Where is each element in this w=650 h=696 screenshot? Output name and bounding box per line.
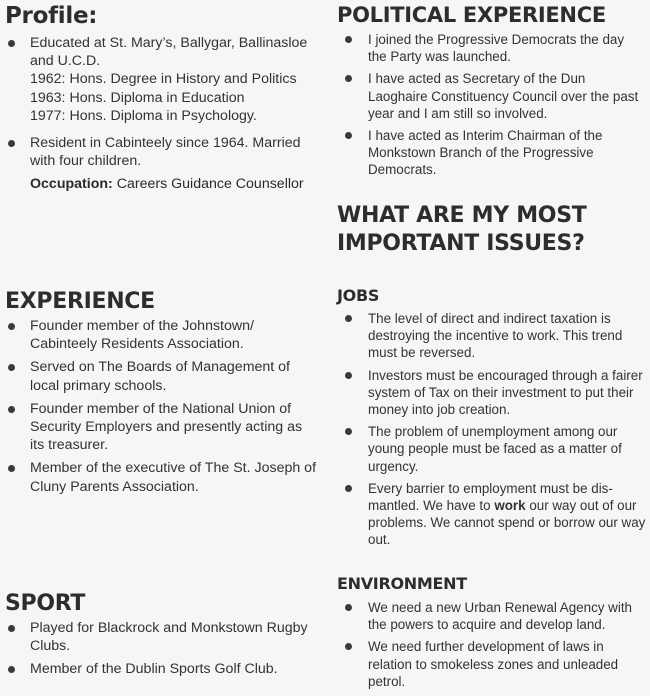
bullet-icon xyxy=(8,625,15,632)
list-item xyxy=(5,459,317,495)
item-text: Every barrier to employment must be dis-mantled. We have to xyxy=(368,480,613,514)
list-item xyxy=(5,400,317,455)
list-item xyxy=(5,34,317,125)
list-item xyxy=(337,638,647,690)
bullet-icon xyxy=(8,465,15,472)
bullet-icon xyxy=(345,643,352,650)
list-item xyxy=(5,317,317,353)
issues-heading-line: WHAT ARE MY MOST xyxy=(337,203,587,228)
sport-heading: SPORT xyxy=(5,591,86,616)
political-section xyxy=(337,3,645,184)
item-text: Founder member of the National Union of Security Employers and presently acting as its treasurer. xyxy=(30,400,303,454)
bullet-icon xyxy=(345,36,352,43)
bullet-icon xyxy=(345,315,352,322)
jobs-heading: JOBS xyxy=(337,286,380,305)
emphasis-text: work xyxy=(494,498,526,514)
environment-section xyxy=(337,574,647,695)
item-text: Investors must be encouraged through a fairer system of Tax on their investment to put their money into job creation. xyxy=(368,367,643,418)
item-text: Played for Blackrock and Monkstown Rugby Clubs. xyxy=(30,620,308,655)
item-text: I have acted as Interim Chairman of the Monkstown Branch of the Progressive Democrats. xyxy=(368,128,603,178)
bullet-icon xyxy=(8,406,15,413)
bullet-icon xyxy=(8,40,15,47)
item-text: Member of the Dublin Sports Golf Club. xyxy=(30,661,278,678)
sport-list xyxy=(5,619,317,679)
list-item xyxy=(5,619,317,655)
item-text: We need a new Urban Renewal Agency with the powers to acquire and develop land. xyxy=(368,600,633,633)
bullet-icon xyxy=(8,323,15,330)
item-text: Resident in Cabinteely since 1964. Married with four children. xyxy=(30,135,301,170)
item-text: We need further development of laws in relation to smokeless zones and unleaded petrol. xyxy=(368,639,619,689)
bullet-icon xyxy=(345,485,352,492)
profile-list xyxy=(5,34,317,170)
political-list xyxy=(337,31,645,179)
list-item xyxy=(337,423,647,475)
jobs-list xyxy=(337,310,647,549)
bullet-icon xyxy=(345,604,352,611)
profile-heading: Profile: xyxy=(5,3,98,29)
experience-section xyxy=(5,290,317,501)
bullet-icon xyxy=(8,666,15,673)
list-item xyxy=(5,358,317,394)
item-text: our way out of our problems. We cannot spend or borrow our way out. xyxy=(368,498,646,548)
bullet-icon xyxy=(345,428,352,435)
item-text: The level of direct and indirect taxation is destroying the incentive to work. This trend must be reversed. xyxy=(368,311,623,361)
occupation-label: Occupation: xyxy=(30,176,113,193)
occupation xyxy=(5,175,317,193)
experience-list xyxy=(5,317,317,496)
list-item xyxy=(337,310,647,362)
issues-heading xyxy=(337,202,645,258)
bullet-icon xyxy=(8,364,15,371)
item-text: The problem of unemployment among our young people must be faced as a matter of urgency. xyxy=(368,424,622,474)
political-heading: POLITICAL EXPERIENCE xyxy=(337,3,606,27)
item-text: Member of the executive of The St. Joseph of Cluny Parents Association. xyxy=(30,460,317,495)
list-item xyxy=(337,480,647,549)
environment-heading: ENVIRONMENT xyxy=(337,574,467,593)
bullet-icon xyxy=(345,372,352,379)
list-item xyxy=(337,599,647,633)
occupation-value: Careers Guidance Counsellor xyxy=(116,176,304,193)
list-item xyxy=(337,31,645,65)
item-text: Founder member of the Johnstown/ Cabinteely Residents Association. xyxy=(30,318,254,353)
bullet-icon xyxy=(345,132,352,139)
bullet-icon xyxy=(8,140,15,147)
item-text: Educated at St. Mary’s, Ballygar, Ballinasloe and U.C.D. xyxy=(30,35,308,70)
list-item xyxy=(5,134,317,170)
qualification: 1962: Hons. Degree in History and Politics xyxy=(30,71,297,88)
bullet-icon xyxy=(345,75,352,82)
item-text: I have acted as Secretary of the Dun Laoghaire Constituency Council over the past year and I am still so involved. xyxy=(368,71,639,121)
qualification: 1963: Hons. Diploma in Education xyxy=(30,89,245,106)
item-text: I joined the Progressive Democrats the day the Party was launched. xyxy=(368,32,625,65)
sport-section xyxy=(5,592,317,684)
experience-heading: EXPERIENCE xyxy=(5,289,155,314)
list-item xyxy=(5,660,317,678)
list-item xyxy=(337,127,645,179)
list-item xyxy=(337,70,645,122)
qualification: 1977: Hons. Diploma in Psychology. xyxy=(30,107,257,124)
list-item xyxy=(337,367,647,419)
profile-section xyxy=(5,4,317,193)
environment-list xyxy=(337,599,647,690)
item-text: Served on The Boards of Management of local primary schools. xyxy=(30,359,291,394)
jobs-section xyxy=(337,286,647,554)
issues-heading-section xyxy=(337,202,645,258)
issues-heading-line: IMPORTANT ISSUES? xyxy=(337,231,585,256)
